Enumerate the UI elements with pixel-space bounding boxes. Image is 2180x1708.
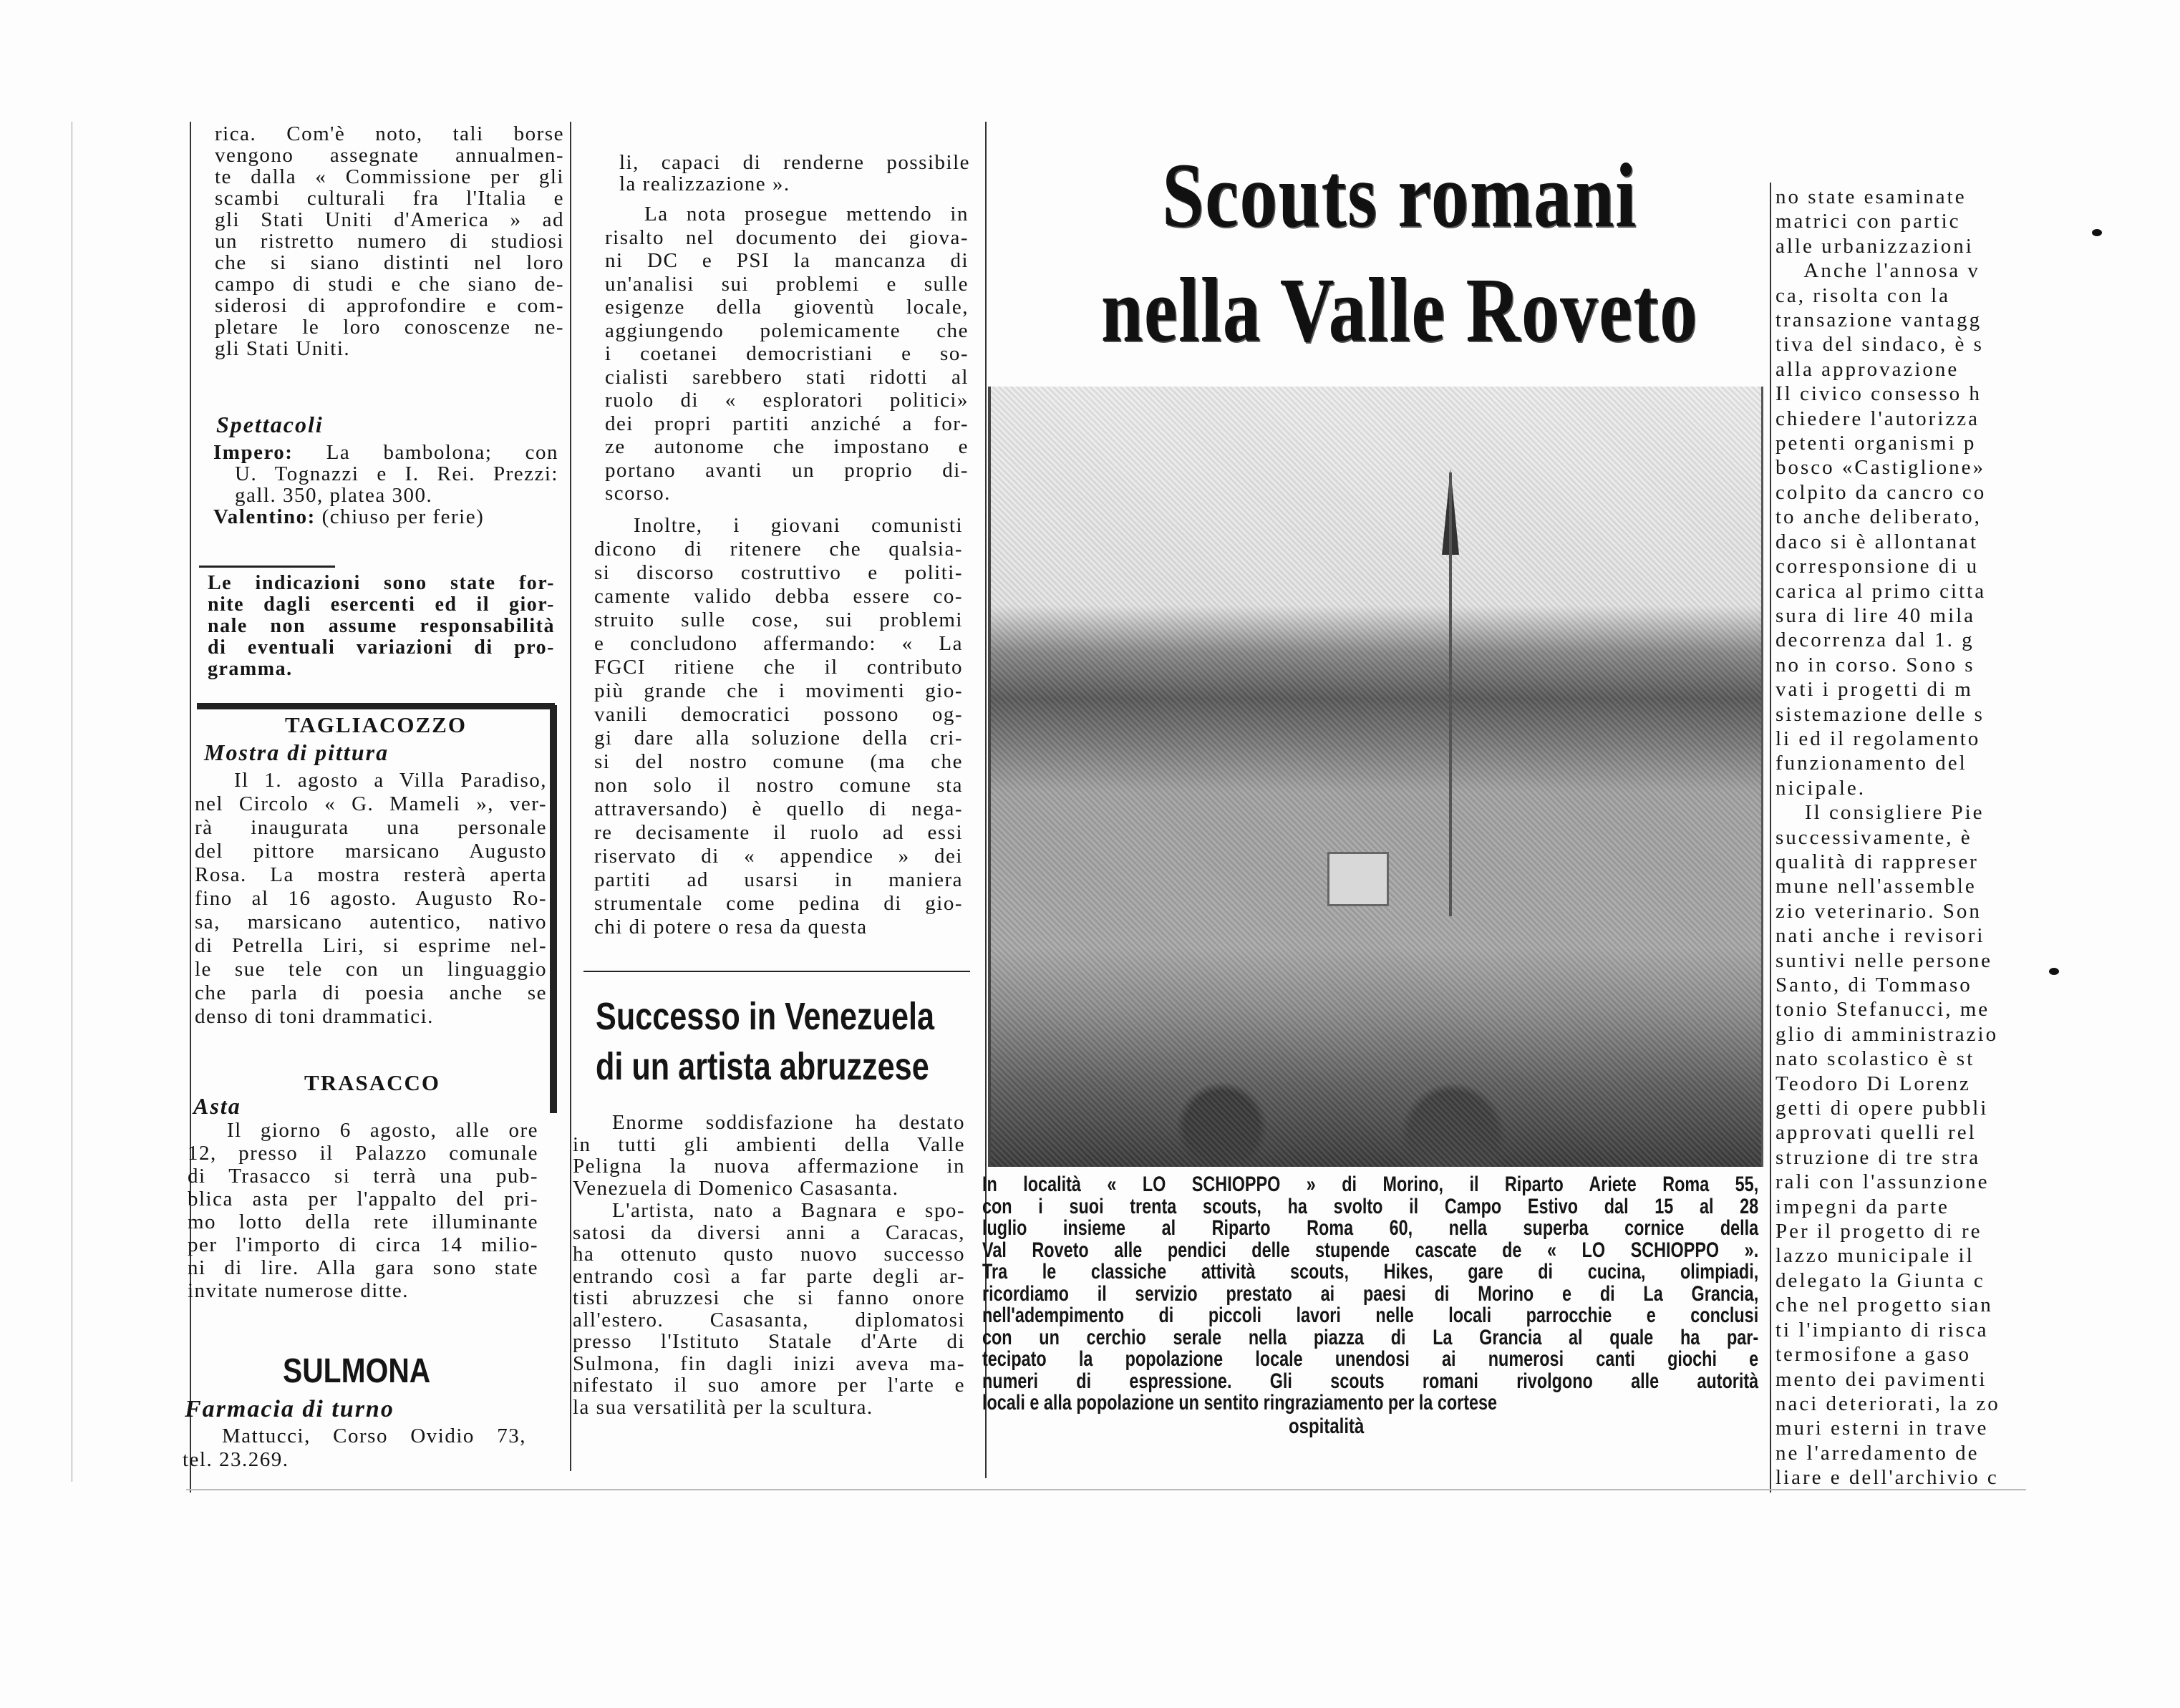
text-line: sistemazione delle s [1776,702,1985,726]
text-line: denso di toni drammatici. [195,1005,434,1028]
text-line: re decisamente il ruolo ad essi [594,821,963,844]
text-line: vati i progetti di m [1776,678,1973,702]
text-line: Venezuela di Domenico Casasanta. [573,1176,899,1200]
text-line: approvati quelli rel [1776,1121,1977,1145]
text-line: tiva del sindaco, è s [1776,333,1984,356]
flagpole [1449,472,1452,916]
text-line: Enorme soddisfazione ha destato [612,1111,965,1134]
text-line: mo lotto della rete illuminante [188,1210,538,1233]
text-line: nato scolastico è st [1776,1047,1975,1071]
scan-speck [2092,229,2102,236]
text-line: un ristretto numero di studiosi [215,230,564,253]
text-line: gall. 350, platea 300. [235,484,433,507]
text-line: nell'adempimento di piccoli lavori nelle locali parrocchie e conclusi [982,1304,1759,1327]
text-line: la sua versatilità per la scultura. [573,1395,873,1419]
text-line: sa, marsicano autentico, nativo [195,911,547,933]
text-line: no in corso. Sono s [1776,653,1975,676]
camp-sign [1327,852,1389,906]
section-rule [583,971,970,972]
subheading-mostra: Mostra di pittura [204,739,389,765]
trasacco-article [188,1119,538,1302]
text-line: sura di lire 40 mila [1776,603,1976,627]
text-line: transazione vantagg [1776,309,1982,332]
col1-intro-paragraph [215,123,564,359]
text-line: struito sulle cose, sui problemi [594,608,963,631]
text-line: la realizzazione ». [619,173,790,195]
text-line: si del nostro comune (ma che [594,750,963,773]
text-line: daco si è allontanat [1776,530,1979,553]
venezuela-paragraph-2 [573,1200,965,1418]
bottom-cut-line [186,1489,2026,1490]
text-line: lazzo municipale il [1776,1244,1975,1268]
text-line: un'analisi sui problemi e sulle [605,272,969,296]
photo-caption-end: ospitalità [1289,1415,1365,1438]
cinema-listings [213,442,558,528]
text-line: Per il progetto di re [1776,1220,1982,1243]
text-line: strumentale come pedina di gio- [594,892,963,915]
text-line: Mattucci, Corso Ovidio 73, [222,1425,526,1447]
text-line: Teodoro Di Lorenz [1776,1072,1971,1095]
column-rule [1770,183,1771,1493]
text-line: struzione di tre stra [1776,1145,1981,1169]
text-line: nite dagli esercenti ed il gior- [208,593,555,616]
thick-section-rule [197,703,555,709]
text-line: petenti organismi p [1776,432,1977,455]
scouts-headline-line-2: nella Valle Roveto [1100,259,1699,361]
text-line: riservato di « appendice » dei [594,845,963,868]
text-line: zio veterinario. Son [1776,899,1982,923]
text-line: luglio insieme al Riparto Roma 60, nella superba cornice della [982,1216,1759,1240]
text-line: ca, risolta con la [1776,283,1951,307]
text-line: scambi culturali fra l'Italia e [215,187,564,210]
text-line: attraversando) è quello di nega- [594,797,963,820]
text-line: delegato la Giunta c [1776,1268,1985,1292]
text-line: gi dare alla soluzione della cri- [594,727,963,749]
text-line: colpito da cancro co [1776,480,1987,504]
tagliacozzo-article [195,769,547,1029]
text-line: ti l'impianto di risca [1776,1318,1989,1341]
text-line: numeri di espressione. Gli scouts romani rivolgono alle autorità [982,1369,1759,1393]
venezuela-paragraph-1 [573,1112,965,1199]
text-line: funzionamento del [1776,752,1967,775]
text-line: In località « LO SCHIOPPO » di Morino, il Riparto Ariete Roma 55, [982,1173,1759,1196]
text-line: rà inaugurata una personale [195,816,547,839]
text-line: di Petrella Liri, si esprime nel- [195,934,547,957]
text-line: carica al primo citta [1776,579,1987,603]
text-line: scorso. [605,482,671,505]
text-line: Successo in Venezuela [596,995,935,1038]
text-line: con un cerchio serale nella piazza di La Grancia al quale ha par- [982,1325,1759,1349]
text-line: muri esterni in trave [1776,1417,1989,1440]
text-line: alle urbanizzazioni [1776,234,1974,258]
cinema-name-valentino: Valentino: [213,505,316,528]
text-line: del pittore marsicano Augusto [195,840,547,863]
text-line: rica. Com'è noto, tali borse [215,122,564,145]
text-line: corresponsione di u [1776,555,1980,578]
text-line: to anche deliberato, [1776,505,1982,529]
impero-details [213,463,558,506]
text-line: decorrenza dal 1. g [1776,629,1975,652]
place-heading-sulmona: SULMONA [283,1352,431,1390]
text-line: dicono di ritenere che qualsia- [594,538,963,561]
col2-paragraph-1 [605,203,969,505]
text-line: di un artista abruzzese [596,1045,929,1088]
text-line: all'estero. Casasanta, diplomatosi [573,1308,965,1331]
text-line: dei propri partiti anziché a for- [605,412,969,435]
text-line: che nel progetto sian [1776,1294,1993,1317]
text-line: ni di lire. Alla gara sono state [188,1256,538,1279]
text-line: L'artista, nato a Bagnara e spo- [612,1199,965,1222]
text-line: ricordiamo il servizio prestato ai paesi di Morino e di La Grancia, [982,1281,1759,1306]
text-line: bosco «Castiglione» [1776,456,1986,480]
col4-lines [1776,185,2026,1490]
text-line: tisti abruzzesi che si fanno onore [573,1286,965,1309]
text-line: gramma. [208,658,293,680]
text-line: Rosa. La mostra resterà aperta [195,863,547,886]
text-line: nel Circolo « G. Mameli », ver- [195,792,547,815]
text-line: Tra le classiche attività scouts, Hikes, gare di cucina, olimpiadi, [982,1260,1759,1284]
scouts-headline-line-1: Scouts romani [1162,145,1637,246]
text-line: per l'importo di circa 14 milio- [188,1233,538,1256]
venezuela-headline [596,991,935,1092]
text-line: vanili democratici possono og- [594,703,963,726]
sulmona-article [183,1425,526,1472]
text-line: suntivi nelle persone [1776,948,1993,972]
text-line: alla approvazione [1776,357,1959,381]
place-heading-tagliacozzo: TAGLIACOZZO [285,712,467,737]
text-line: Le indicazioni sono state for- [208,572,555,594]
subheading-farmacia: Farmacia di turno [185,1396,394,1422]
text-line: campo di studi e che siano de- [215,273,564,296]
text-line: tonio Stefanucci, me [1776,998,1990,1022]
cinema-name-impero: Impero: [213,441,294,464]
col4-article-fragment [1776,185,2026,1495]
text-line: termosifone a gaso [1776,1343,1972,1367]
spettacoli-heading: Spettacoli [216,412,324,437]
text-line: che parla di poesia anche se [195,981,547,1004]
text-line: nale non assume responsabilità [208,615,555,637]
text-line: Il civico consesso h [1776,382,1982,406]
text-line: Il giorno 6 agosto, alle ore [227,1119,538,1142]
text-line: risalto nel documento dei giova- [605,225,969,249]
text-line: successivamente, è [1776,825,1972,849]
text-line: che si siano distinti nel loro [215,251,564,274]
text-line: tel. 23.269. [183,1448,289,1471]
text-line: liare e dell'archivio c [1776,1466,1999,1490]
text-line: Santo, di Tommaso [1776,974,1972,996]
text-line: li ed il regolamento [1776,727,1981,750]
column-rule [570,122,571,1471]
text-line: Peligna la nuova affermazione in [573,1155,965,1178]
text-line: aggiungendo polemicamente che [605,319,969,342]
text-line: li, capaci di renderne possibile [619,151,970,174]
text-line: vengono assegnate annualmen- [215,144,564,167]
text-line: non solo il nostro comune sta [594,774,963,797]
text-line: chiedere l'autorizza [1776,407,1980,430]
text-line: FGCI ritiene che il contributo [594,656,963,679]
col2-paragraph-2 [594,514,963,939]
thick-column-rule [550,705,557,1113]
text-line: glio di amministrazio [1776,1022,1999,1046]
text-line: nati anche i revisori [1776,924,1985,948]
text-line: entrando così a far parte degli ar- [573,1264,965,1288]
scan-speck [2049,968,2059,975]
scouts-camp-photo [988,387,1763,1167]
text-line: i coetanei democristiani e so- [605,342,969,365]
text-line: si discorso costruttivo e politi- [594,561,963,584]
text-line: siderosi di approfondire e com- [215,294,564,317]
text-line: 12, presso il Palazzo comunale [188,1142,538,1165]
impero-program: La bambolona; con [326,441,559,464]
text-line: partiti ad usarsi in maniera [594,868,963,891]
col2-continued-text [619,152,970,195]
text-line: matrici con partic [1776,210,1961,233]
text-line: camente valido debba essere co- [594,585,963,608]
text-line: qualità di rappreser [1776,850,1979,873]
text-line: presso l'Istituto Statale d'Arte di [573,1330,965,1353]
text-line: naci deteriorati, la zo [1776,1392,2000,1415]
text-line: La nota prosegue mettendo in [644,203,969,225]
text-line: e concludono affermando: « La [594,632,963,655]
subheading-asta: Asta [193,1093,241,1119]
text-line: fino al 16 agosto. Augusto Ro- [195,887,547,910]
text-line: di Trasacco si terrà una pub- [188,1165,538,1188]
text-line: Inoltre, i giovani comunisti [634,514,963,537]
text-line: più grande che i movimenti gio- [594,679,963,702]
text-line: blica asta per l'appalto del pri- [188,1188,538,1210]
text-line: ruolo di « esploratori politici» [605,389,969,412]
text-line: gli Stati Uniti d'America » ad [215,208,564,231]
text-line: mento dei pavimenti [1776,1367,1987,1391]
text-line: satosi da diversi anni a Caracas, [573,1221,965,1244]
text-line: cialisti sarebbero stati ridotti al [605,365,969,389]
text-line: tecipato la popolazione locale unendosi ai numerosi canti giochi e [982,1347,1759,1371]
text-line: nicipale. [1776,776,1866,800]
disclaimer-notice [208,573,555,680]
photo-caption [982,1174,1758,1415]
text-line: ne l'arredamento de [1776,1441,1980,1465]
text-line: locali e alla popolazione un sentito ringraziamento per la cortese [982,1391,1498,1415]
text-line: le sue tele con un linguaggio [195,958,547,981]
valentino-program: (chiuso per ferie) [321,505,485,528]
text-line: mune nell'assemble [1776,875,1977,898]
text-line: rali con l'assunzione [1776,1170,1990,1194]
text-line: di eventuali variazioni di pro- [208,636,555,659]
text-line: pletare le loro conoscenze ne- [215,316,564,339]
text-line: Anche l'annosa v [1776,259,1980,283]
text-line: in tutti gli ambienti della Valle [573,1132,965,1156]
text-line: ni DC e PSI la mancanza di [605,249,969,272]
text-line: impegni da parte [1776,1195,1949,1218]
text-line: Il 1. agosto a Villa Paradiso, [234,769,547,792]
text-line: invitate numerose ditte. [188,1279,410,1302]
photo-grain [991,387,1761,1167]
text-line: Val Roveto alle pendici delle stupende cascate de « LO SCHIOPPO ». [982,1238,1759,1262]
text-line: Il consigliere Pie [1776,801,1985,825]
text-line: nifestato il suo amore per l'arte e [573,1374,965,1397]
text-line: esigenze della gioventù locale, [605,296,969,319]
text-line: getti di opere pubbli [1776,1097,1989,1120]
text-line: te dalla « Commissione per gli [215,165,564,188]
text-line: gli Stati Uniti. [215,337,351,360]
text-line: con i suoi trenta scouts, ha svolto il Campo Estivo dal 15 al 28 [982,1194,1759,1218]
text-line: portano avanti un proprio di- [605,458,969,482]
place-heading-trasacco: TRASACCO [304,1070,440,1095]
short-rule [199,566,335,568]
text-line: chi di potere o resa da questa [594,916,868,938]
text-line: no state esaminate [1776,185,1967,208]
text-line: Sulmona, fin dagli inizi aveva ma- [573,1352,965,1375]
text-line: ze autonome che impostano e [605,435,969,458]
text-line: U. Tognazzi e I. Rei. Prezzi: [235,462,558,485]
text-line: ha ottenuto qusto nuovo successo [573,1243,965,1266]
